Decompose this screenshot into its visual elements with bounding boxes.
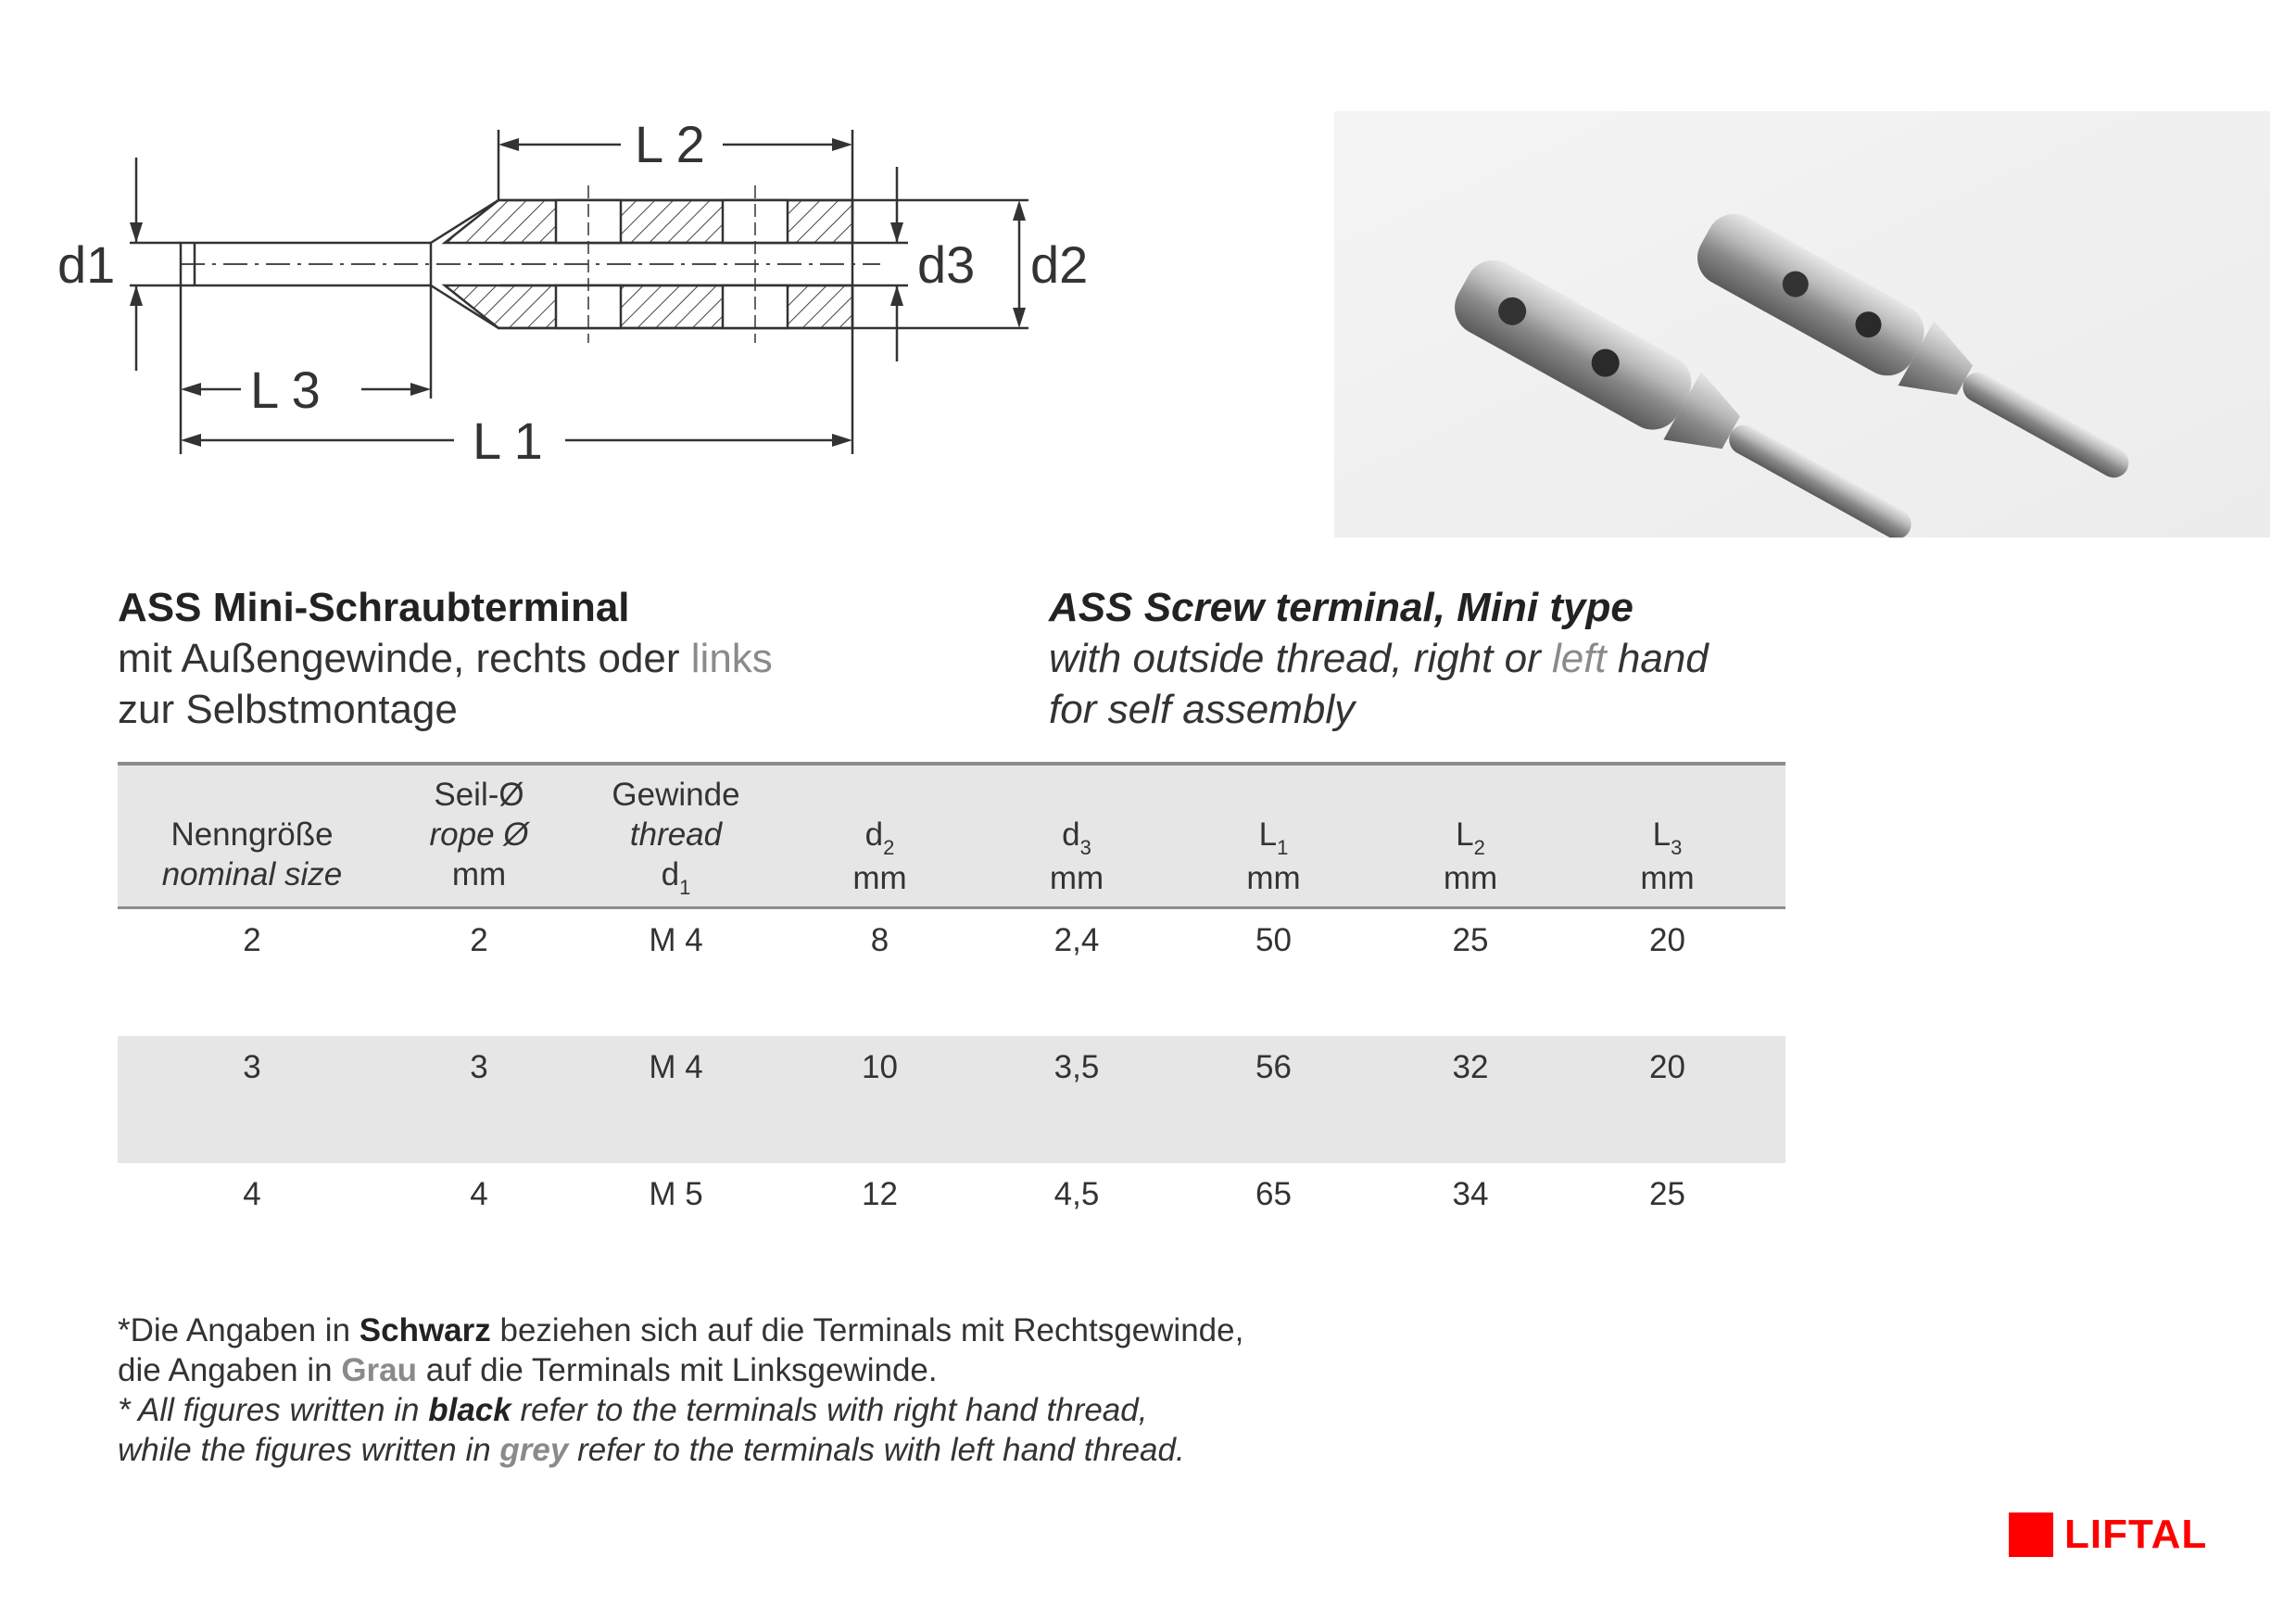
cell-thread: M 4 (649, 1049, 703, 1085)
logo-square-icon (2009, 1512, 2053, 1557)
header-l2-unit: mm (1443, 860, 1498, 896)
footnote-de2-post: auf die Terminals mit Linksgewinde. (417, 1352, 938, 1388)
cell-rope: 3 (470, 1049, 488, 1085)
heading-german (118, 582, 773, 735)
footnote-en1-post: refer to the terminals with right hand thread, (511, 1392, 1148, 1428)
footnote-de2-grey: Grau (341, 1352, 418, 1388)
footnote-de1-bold: Schwarz (359, 1312, 491, 1348)
header-rope-en: rope Ø (429, 816, 529, 853)
cell-rope: 4 (470, 1176, 488, 1212)
table-row (118, 1036, 1785, 1163)
footnote-de-line2 (118, 1350, 1243, 1390)
header-l3-unit: mm (1640, 860, 1695, 896)
header-d3-sub: 3 (1079, 836, 1091, 859)
header-d3-sym: d (1062, 816, 1080, 853)
header-l1-unit: mm (1246, 860, 1301, 896)
heading-de-links: links (690, 636, 773, 681)
footnote-de1-post: beziehen sich auf die Terminals mit Rechtsgewinde, (490, 1312, 1244, 1348)
footnote-de-line1 (118, 1310, 1243, 1350)
cell-d2: 8 (870, 922, 889, 958)
logo-text: LIFTAL (2064, 1512, 2208, 1557)
header-thread-sym (572, 854, 780, 898)
label-d2: d2 (1030, 235, 1089, 294)
label-d3: d3 (917, 235, 976, 294)
cell-thread: M 5 (649, 1176, 703, 1212)
heading-de-title: ASS Mini-Schraubterminal (118, 585, 630, 630)
cell-l1: 50 (1255, 922, 1292, 958)
header-d2-sub: 2 (883, 836, 895, 859)
header-l2 (1373, 815, 1568, 898)
footnote-en2-post: refer to the terminals with left hand thread. (568, 1432, 1185, 1468)
header-thread-de: Gewinde (612, 777, 740, 813)
label-l3: L 3 (250, 361, 321, 419)
header-l3-sub: 3 (1671, 836, 1683, 859)
liftal-logo (2009, 1512, 2207, 1557)
cell-size: 4 (243, 1176, 261, 1212)
footnote-en-line2 (118, 1430, 1243, 1470)
cell-l2: 32 (1452, 1049, 1489, 1085)
footnote-de2-pre: die Angaben in (118, 1352, 342, 1388)
footnote-de1-pre: *Die Angaben in (118, 1312, 360, 1348)
footnote (118, 1310, 1243, 1470)
heading-de-line2-text: mit Außengewinde, rechts oder (118, 636, 691, 681)
header-l1-sym: L (1258, 816, 1278, 853)
header-l3-sym: L (1652, 816, 1672, 853)
table-row (118, 909, 1785, 1036)
heading-en-line3: for self assembly (1049, 687, 1356, 732)
cell-d2: 12 (862, 1176, 898, 1212)
footnote-en1-pre: * All figures written in (118, 1392, 429, 1428)
header-rope-de: Seil-Ø (434, 777, 524, 813)
header-l3 (1568, 815, 1767, 898)
header-thread-d: d (661, 856, 680, 892)
table-row (118, 1163, 1785, 1290)
heading-en-left: left (1551, 636, 1607, 681)
cell-d3: 4,5 (1053, 1176, 1100, 1212)
technical-drawing (46, 111, 1103, 500)
header-d3 (979, 815, 1174, 898)
cell-l3: 25 (1649, 1176, 1685, 1212)
dimension-table (118, 762, 1785, 1290)
product-photo (1334, 111, 2270, 538)
cell-thread: M 4 (649, 922, 703, 958)
header-l2-sym: L (1456, 816, 1474, 853)
cell-size: 2 (243, 922, 261, 958)
cell-d3: 2,4 (1053, 922, 1100, 958)
cell-l3: 20 (1649, 922, 1685, 958)
cell-l2: 34 (1452, 1176, 1489, 1212)
cell-l2: 25 (1452, 922, 1489, 958)
table-header (118, 762, 1785, 909)
heading-en-line2-post: hand (1606, 636, 1709, 681)
header-l2-sub: 2 (1473, 836, 1485, 859)
header-l1-sub: 1 (1277, 836, 1289, 859)
footnote-en2-pre: while the figures written in (118, 1432, 500, 1468)
label-d1: d1 (57, 235, 116, 294)
header-thread-sub: 1 (679, 876, 691, 899)
header-d2-sym: d (864, 816, 884, 853)
cell-l1: 56 (1255, 1049, 1292, 1085)
cell-l1: 65 (1255, 1176, 1292, 1212)
footnote-en-line1 (118, 1390, 1243, 1430)
header-size-de: Nenngröße (170, 816, 334, 853)
heading-english (1049, 582, 1709, 735)
heading-de-line3: zur Selbstmontage (118, 687, 458, 732)
header-size-en: nominal size (161, 856, 343, 892)
header-d3-unit: mm (1049, 860, 1104, 896)
header-thread-en: thread (629, 816, 723, 853)
header-d2 (780, 815, 979, 898)
footnote-en2-grey: grey (499, 1432, 569, 1468)
heading-de-line2 (118, 633, 773, 684)
cell-rope: 2 (470, 922, 488, 958)
label-l1: L 1 (473, 411, 543, 470)
header-rope (386, 775, 572, 894)
header-d2-unit: mm (852, 860, 907, 896)
cell-d2: 10 (862, 1049, 898, 1085)
heading-en-line2-text: with outside thread, right or (1049, 636, 1552, 681)
header-nominal-size (118, 815, 386, 894)
cell-size: 3 (243, 1049, 261, 1085)
header-rope-unit: mm (451, 856, 507, 892)
header-l1 (1174, 815, 1373, 898)
label-l2: L 2 (635, 115, 705, 173)
heading-en-title: ASS Screw terminal, Mini type (1049, 585, 1634, 630)
footnote-en1-bold: black (428, 1392, 511, 1428)
cell-d3: 3,5 (1053, 1049, 1100, 1085)
heading-en-line2 (1049, 633, 1709, 684)
cell-l3: 20 (1649, 1049, 1685, 1085)
header-thread (572, 775, 780, 898)
